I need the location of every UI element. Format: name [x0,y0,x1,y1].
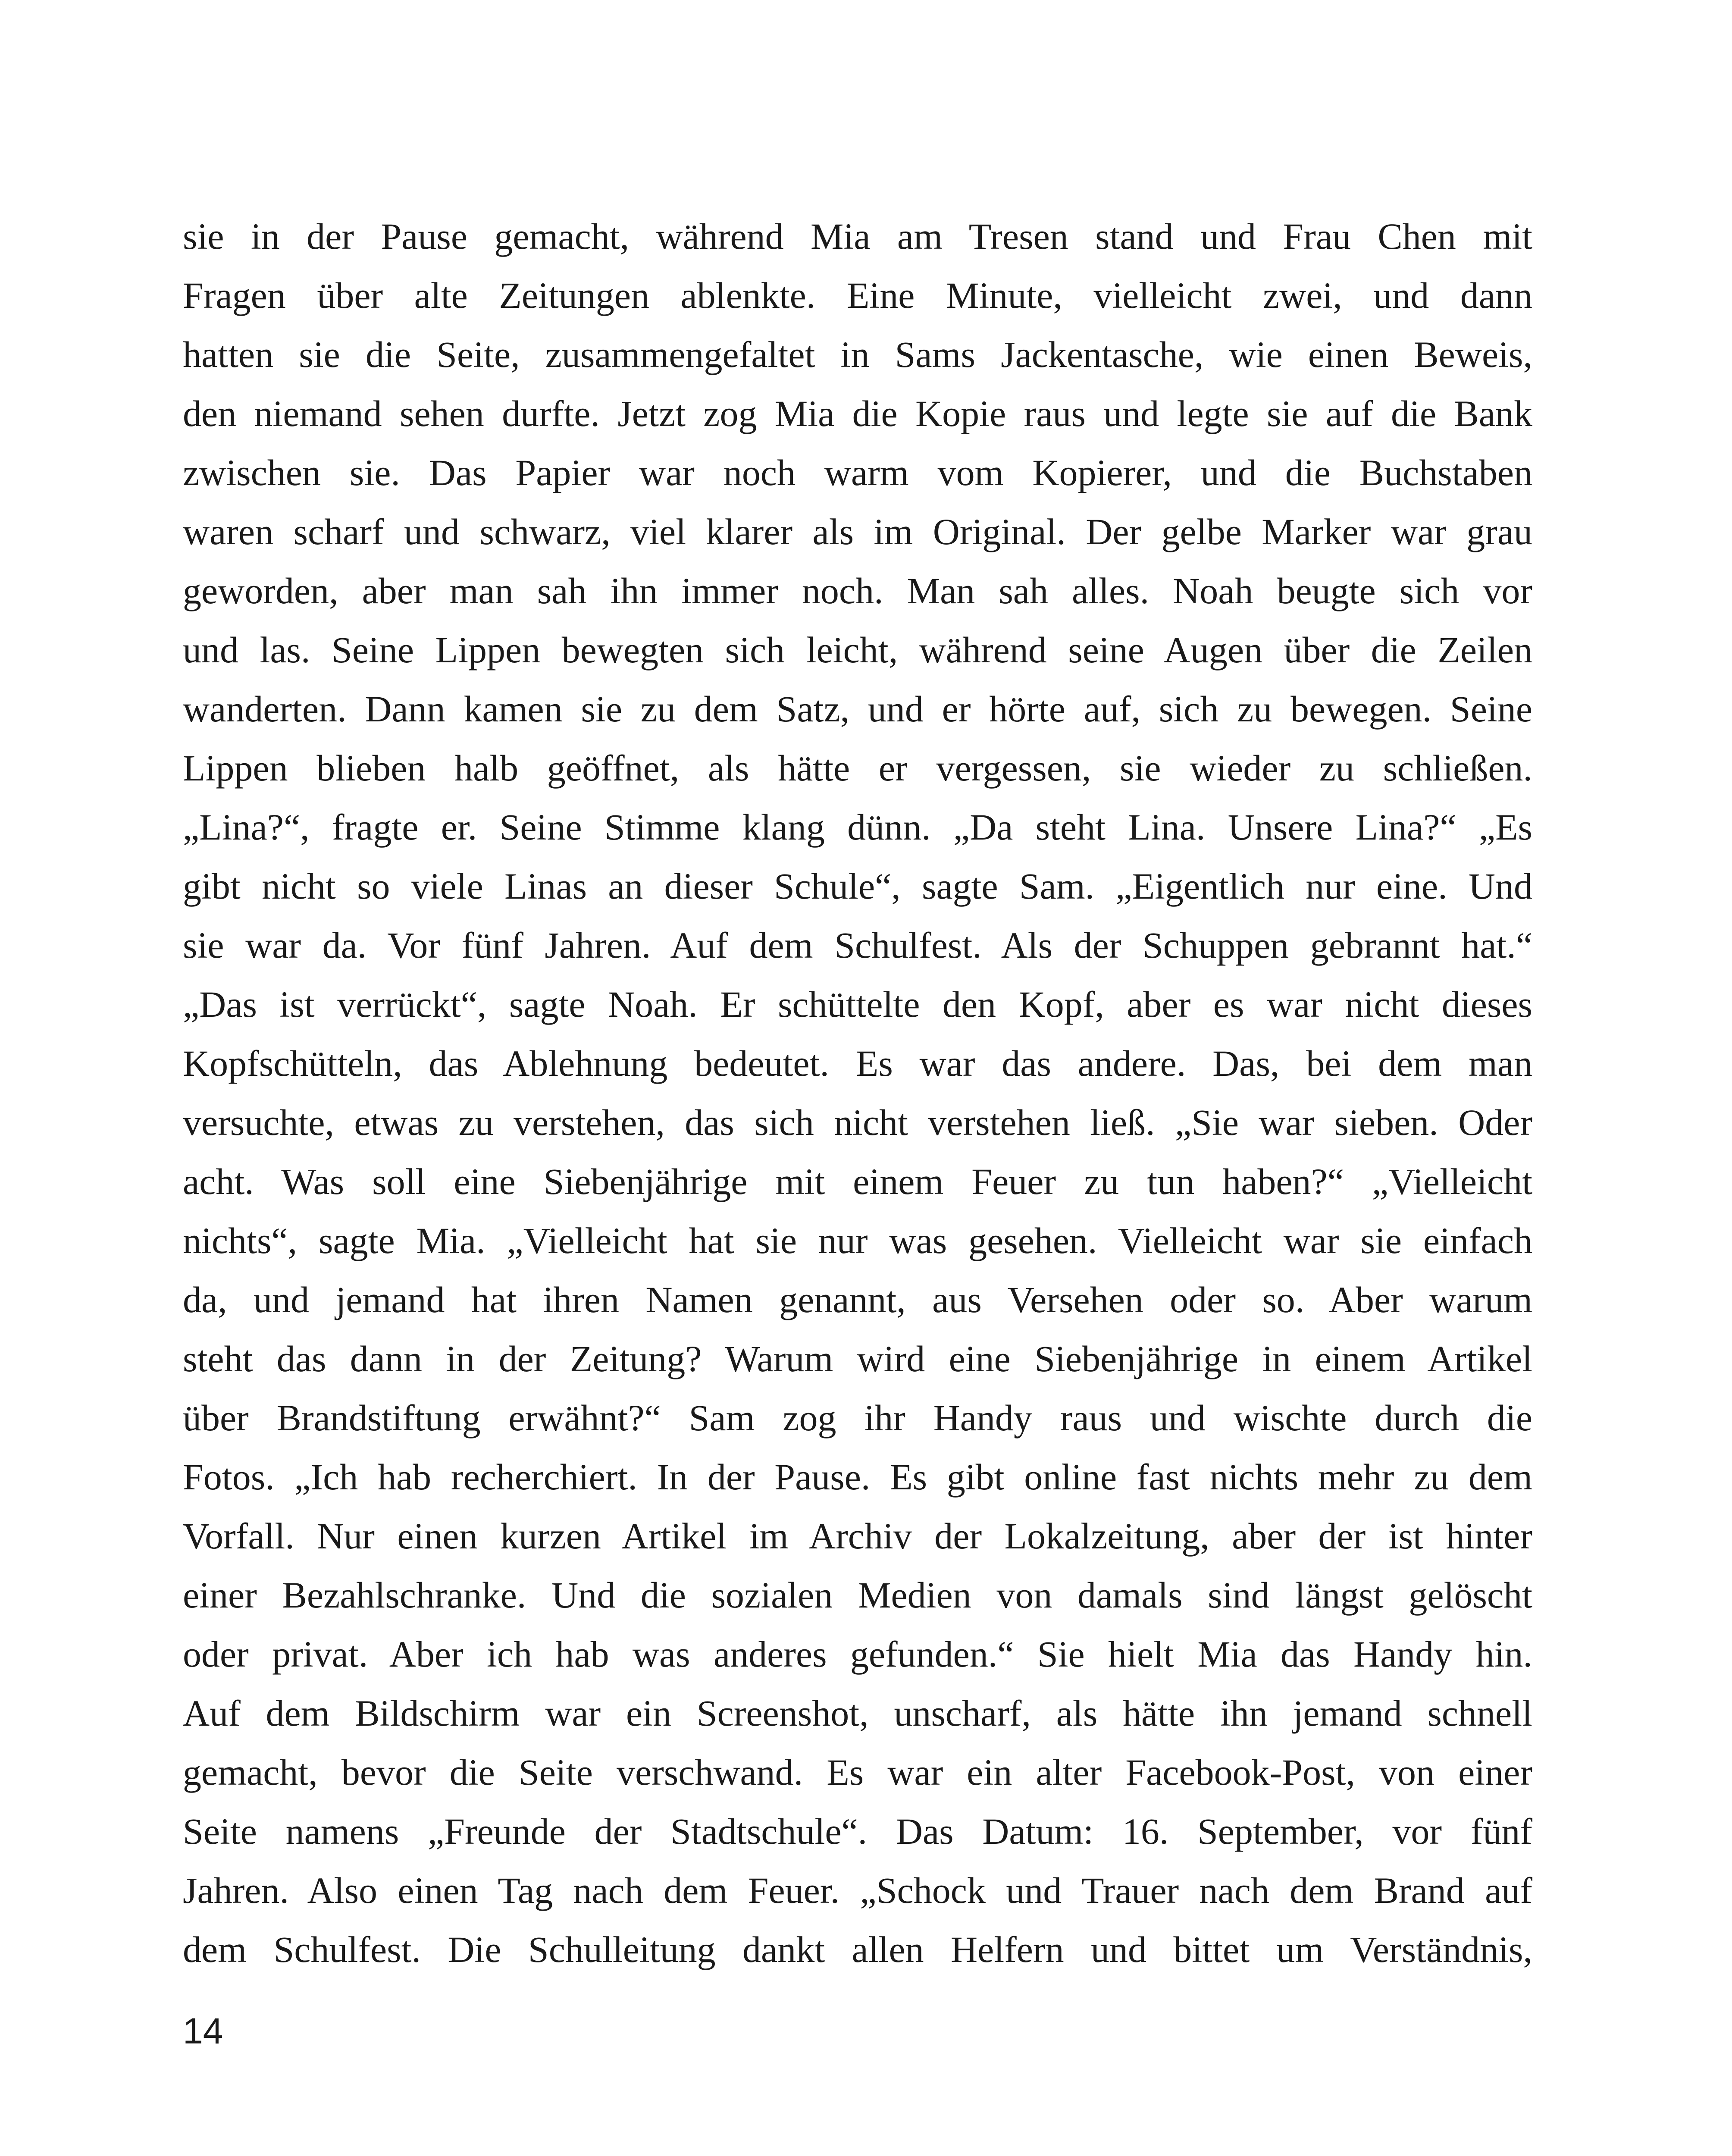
text-line: sie in der Pause gemacht, während Mia am Tresen stand und Frau Chen mit [183,216,1532,257]
text-line: dem Schulfest. Die Schulleitung dankt allen Helfern und bittet um Verständnis, [183,1929,1532,1970]
page-number: 14 [183,2011,223,2051]
text-line: waren scharf und schwarz, viel klarer als im Original. Der gelbe Marker war grau [183,511,1532,552]
body-text [183,207,1532,1979]
text-line: versuchte, etwas zu verstehen, das sich nicht verstehen ließ. „Sie war sieben. Oder [183,1102,1532,1143]
text-line: Lippen blieben halb geöffnet, als hätte er vergessen, sie wieder zu schließen. [183,747,1532,789]
text-line: Kopfschütteln, das Ablehnung bedeutet. Es war das andere. Das, bei dem man [183,1043,1532,1084]
text-line: Auf dem Bildschirm war ein Screenshot, unscharf, als hätte ihn jemand schnell [183,1692,1532,1734]
text-line: hatten sie die Seite, zusammengefaltet in Sams Jackentasche, wie einen Beweis, [183,334,1532,375]
text-line: geworden, aber man sah ihn immer noch. Man sah alles. Noah beugte sich vor [183,570,1532,611]
text-line: sie war da. Vor fünf Jahren. Auf dem Schulfest. Als der Schuppen gebrannt hat.“ [183,924,1532,966]
text-line: Fragen über alte Zeitungen ablenkte. Eine Minute, vielleicht zwei, und dann [183,275,1532,316]
text-line: „Das ist verrückt“, sagte Noah. Er schüttelte den Kopf, aber es war nicht dieses [183,984,1532,1025]
text-line: Seite namens „Freunde der Stadtschule“. Das Datum: 16. September, vor fünf [183,1811,1532,1852]
text-line: „Lina?“, fragte er. Seine Stimme klang dünn. „Da steht Lina. Unsere Lina?“ „Es [183,806,1532,848]
text-line: oder privat. Aber ich hab was anderes gefunden.“ Sie hielt Mia das Handy hin. [183,1633,1532,1675]
text-line: einer Bezahlschranke. Und die sozialen Medien von damals sind längst gelöscht [183,1574,1532,1616]
text-line: über Brandstiftung erwähnt?“ Sam zog ihr Handy raus und wischte durch die [183,1397,1532,1438]
text-line: Fotos. „Ich hab recherchiert. In der Pause. Es gibt online fast nichts mehr zu dem [183,1456,1532,1498]
text-line: Vorfall. Nur einen kurzen Artikel im Archiv der Lokalzeitung, aber der ist hinter [183,1515,1532,1557]
text-line: nichts“, sagte Mia. „Vielleicht hat sie nur was gesehen. Vielleicht war sie einfach [183,1220,1532,1261]
text-line: gibt nicht so viele Linas an dieser Schule“, sagte Sam. „Eigentlich nur eine. Und [183,865,1532,907]
text-line: steht das dann in der Zeitung? Warum wird eine Siebenjährige in einem Artikel [183,1338,1532,1379]
text-line: Jahren. Also einen Tag nach dem Feuer. „Schock und Trauer nach dem Brand auf [183,1870,1532,1911]
text-line: und las. Seine Lippen bewegten sich leicht, während seine Augen über die Zeilen [183,629,1532,671]
text-line: da, und jemand hat ihren Namen genannt, aus Versehen oder so. Aber warum [183,1279,1532,1320]
text-line: gemacht, bevor die Seite verschwand. Es war ein alter Facebook-Post, von einer [183,1752,1532,1793]
text-line: den niemand sehen durfte. Jetzt zog Mia die Kopie raus und legte sie auf die Bank [183,393,1532,434]
text-line: wanderten. Dann kamen sie zu dem Satz, und er hörte auf, sich zu bewegen. Seine [183,688,1532,730]
text-line: zwischen sie. Das Papier war noch warm vom Kopierer, und die Buchstaben [183,452,1532,493]
text-line: acht. Was soll eine Siebenjährige mit einem Feuer zu tun haben?“ „Vielleicht [183,1161,1532,1202]
